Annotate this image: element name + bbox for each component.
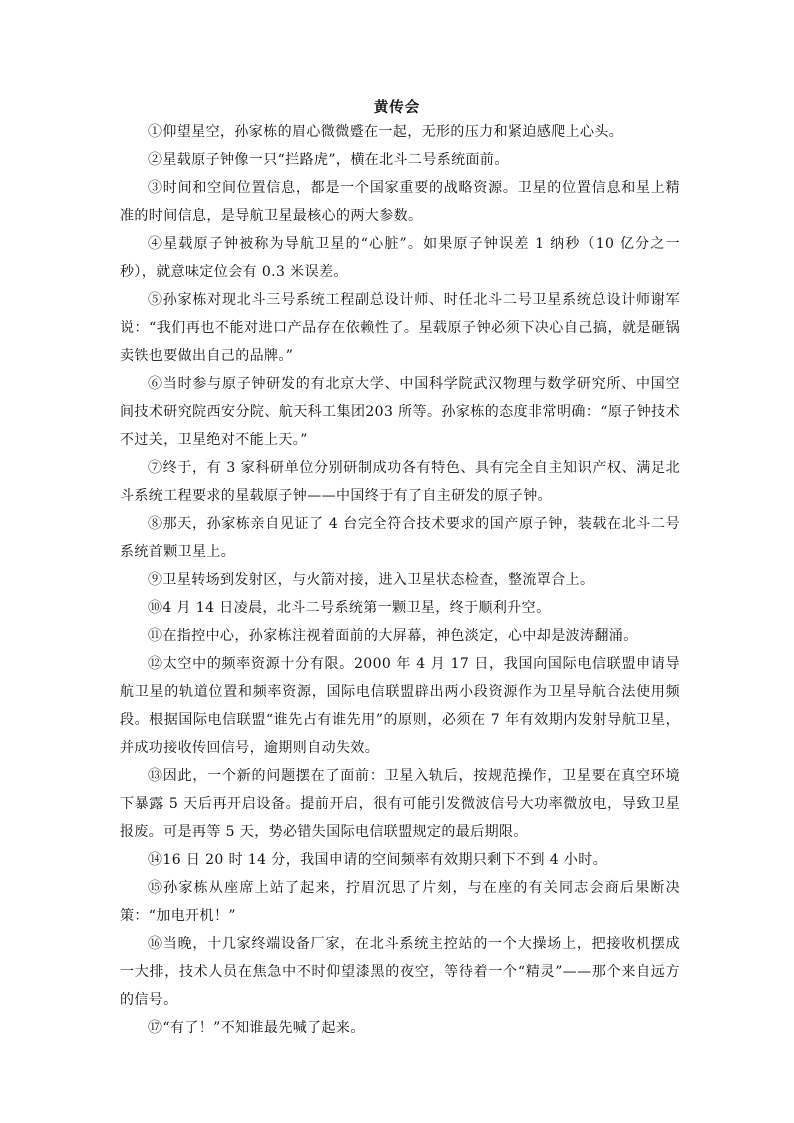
paragraph-13: ⑬因此，一个新的问题摆在了面前：卫星入轨后，按规范操作，卫星要在真空环境下暴露 5 天后再开启设备。提前开启，很有可能引发微波信号大功率微放电，导致卫星报废。可是再等 5 天，势必错失国际电信联盟规定的最后期限。 xyxy=(120,768,680,840)
paragraph-8: ⑧那天，孙家栋亲自见证了 4 台完全符合技术要求的国产原子钟，装载在北斗二号系统首颗卫星上。 xyxy=(120,516,680,560)
paragraph-17: ⑰“有了！”不知谁最先喊了起来。 xyxy=(148,1020,365,1036)
paragraph-10: ⑩4 月 14 日凌晨，北斗二号系统第一颗卫星，终于顺利升空。 xyxy=(148,600,551,616)
paragraph-12: ⑫太空中的频率资源十分有限。2000 年 4 月 17 日，我国向国际电信联盟申请导航卫星的轨道位置和频率资源，国际电信联盟辟出两小段资源作为卫星导航合法使用频段。根据国际电信联盟“谁先占有谁先用”的原则，必须在 7 年有效期内发射导航卫星，并成功接收传回信号，逾期则自动失效。 xyxy=(120,656,680,756)
paragraph-7: ⑦终于，有 3 家科研单位分别研制成功各有特色、具有完全自主知识产权、满足北斗系统工程要求的星载原子钟——中国终于有了自主研发的原子钟。 xyxy=(120,460,680,504)
paragraph-2: ②星载原子钟像一只“拦路虎”，横在北斗二号系统面前。 xyxy=(148,152,509,168)
paragraph-5: ⑤孙家栋对现北斗三号系统工程副总设计师、时任北斗二号卫星系统总设计师谢军说：“我们再也不能对进口产品存在依赖性了。星载原子钟必须下决心自己搞，就是砸锅卖铁也要做出自己的品牌。” xyxy=(120,292,680,364)
paragraph-3: ③时间和空间位置信息，都是一个国家重要的战略资源。卫星的位置信息和星上精准的时间信息，是导航卫星最核心的两大参数。 xyxy=(120,180,680,224)
paragraph-9: ⑨卫星转场到发射区，与火箭对接，进入卫星状态检查，整流罩合上。 xyxy=(148,572,595,588)
paragraph-14: ⑭16 日 20 时 14 分，我国申请的空间频率有效期只剩下不到 4 小时。 xyxy=(148,852,608,868)
article-body xyxy=(120,118,680,1042)
paragraph-6: ⑥当时参与原子钟研发的有北京大学、中国科学院武汉物理与数学研究所、中国空间技术研究院西安分院、航天科工集团203 所等。孙家栋的态度非常明确：“原子钟技术不过关，卫星绝对不能上天。” xyxy=(120,376,680,448)
paragraph-11: ⑪在指控中心，孙家栋注视着面前的大屏幕，神色淡定，心中却是波涛翻涌。 xyxy=(148,628,638,644)
paragraph-15: ⑮孙家栋从座席上站了起来，拧眉沉思了片刻，与在座的有关同志会商后果断决策：“加电开机！” xyxy=(120,880,680,924)
paragraph-16: ⑯当晚，十几家终端设备厂家，在北斗系统主控站的一个大操场上，把接收机摆成一大排，技术人员在焦急中不时仰望漆黑的夜空，等待着一个“精灵”——那个来自远方的信号。 xyxy=(120,936,680,1008)
paragraph-4: ④星载原子钟被称为导航卫星的“心脏”。如果原子钟误差 1 纳秒（10 亿分之一秒），就意味定位会有 0.3 米误差。 xyxy=(120,236,680,280)
author-heading: 黄传会 xyxy=(373,99,421,116)
paragraph-1: ①仰望星空，孙家栋的眉心微微蹙在一起，无形的压力和紧迫感爬上心头。 xyxy=(148,124,624,140)
